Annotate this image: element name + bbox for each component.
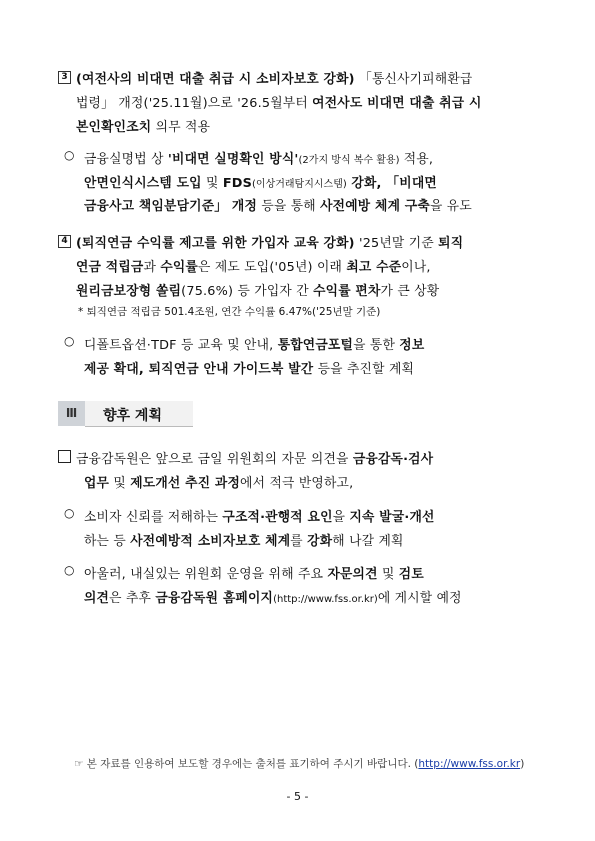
item4-footnote: * 퇴직연금 적립금 501.4조원, 연간 수익률 6.47%('25년말 기준) bbox=[78, 306, 381, 318]
t: 이나, bbox=[401, 260, 431, 275]
plan-sub2-line1 bbox=[84, 563, 424, 582]
t: 디폴트옵션·TDF 등 교육 및 안내, bbox=[84, 338, 278, 353]
t: 금융감독원은 앞으로 금일 위원회의 자문 의견을 bbox=[76, 452, 353, 467]
t: 수익률 편차 bbox=[313, 284, 381, 299]
t: 를 bbox=[290, 534, 308, 549]
t: 및 bbox=[109, 476, 131, 491]
item4-sub-line1 bbox=[84, 334, 424, 353]
t: 과 bbox=[143, 260, 161, 275]
pointing-hand-icon: ☞ bbox=[74, 758, 84, 770]
t: 퇴직 bbox=[438, 236, 464, 251]
t: 사전예방적 소비자보호 체계 bbox=[130, 534, 291, 549]
plan-sub1-line1 bbox=[84, 506, 435, 525]
plan-sub1-line2 bbox=[84, 530, 404, 549]
bullet-icon: ○ bbox=[64, 334, 75, 348]
t: 정보 bbox=[399, 338, 425, 353]
t: FDS bbox=[222, 176, 253, 191]
bullet-icon: ○ bbox=[64, 148, 75, 162]
item3-sub-line2 bbox=[84, 172, 437, 191]
t: '비대면 실명확인 방식' bbox=[167, 152, 299, 167]
url-text: (http://www.fss.or.kr) bbox=[273, 594, 378, 605]
t: 원리금보장형 쏠림 bbox=[76, 284, 182, 299]
item3-line2-bold: 여전사도 비대면 대출 취급 시 bbox=[312, 96, 482, 111]
item4-heading: (퇴직연금 수익률 제고를 위한 가입자 교육 강화) bbox=[76, 236, 355, 251]
bullet-icon: ○ bbox=[64, 563, 75, 577]
section-title: 향후 계획 bbox=[103, 408, 162, 424]
t: 을 bbox=[332, 510, 350, 525]
t: 금융사고 책임분담기준」 개정 bbox=[84, 199, 258, 214]
fss-website-link[interactable]: http://www.fss.or.kr bbox=[418, 758, 521, 770]
t: 강화 bbox=[307, 534, 333, 549]
plan-main-line1 bbox=[76, 448, 433, 467]
item3-heading: (여전사의 비대면 대출 취급 시 소비자보호 강화) bbox=[76, 72, 355, 87]
square-bullet-icon bbox=[58, 450, 71, 463]
t: 제공 확대, 퇴직연금 안내 가이드북 발간 bbox=[84, 362, 314, 377]
t: (2가지 방식 복수 활용) bbox=[298, 155, 400, 166]
t: 자문의견 bbox=[327, 567, 378, 582]
item4-line3 bbox=[76, 280, 439, 299]
t: 에 게시할 예정 bbox=[377, 591, 462, 606]
t: ) bbox=[520, 758, 525, 770]
t: 가 큰 상황 bbox=[380, 284, 440, 299]
t: 사전예방 체계 구축 bbox=[320, 199, 430, 214]
t: 을 통한 bbox=[353, 338, 400, 353]
t: 아울러, 내실있는 위원회 운영을 위해 주요 bbox=[84, 567, 328, 582]
t: 적용, bbox=[399, 152, 434, 167]
item4-line1 bbox=[76, 232, 463, 251]
t: 구조적·관행적 요인 bbox=[222, 510, 333, 525]
t: 소비자 신뢰를 저해하는 bbox=[84, 510, 223, 525]
item4-sub-line2 bbox=[84, 358, 414, 377]
t: 에서 적극 반영하고, bbox=[240, 476, 354, 491]
plan-main-line2 bbox=[84, 472, 353, 491]
item3-line1 bbox=[76, 68, 472, 87]
item3-sub-line3 bbox=[84, 195, 472, 214]
page-number: - 5 - bbox=[286, 790, 309, 803]
section-numeral: Ⅲ bbox=[65, 406, 78, 420]
t: 금융감독·검사 bbox=[352, 452, 434, 467]
item-number-3: 3 bbox=[58, 71, 71, 84]
t: 검토 bbox=[398, 567, 424, 582]
t: 금융감독원 홈페이지 bbox=[155, 591, 274, 606]
t: 업무 bbox=[84, 476, 110, 491]
item3-line3-text: 의무 적용 bbox=[151, 120, 211, 135]
item-number-4: 4 bbox=[58, 235, 71, 248]
t: 등을 추진할 계획 bbox=[313, 362, 415, 377]
t: 최고 수준 bbox=[346, 260, 402, 275]
t: 및 bbox=[377, 567, 399, 582]
item3-line3-bold: 본인확인조치 bbox=[76, 120, 152, 135]
t: 을 유도 bbox=[429, 199, 472, 214]
t: 금융실명법 상 bbox=[84, 152, 168, 167]
t: 통합연금포털 bbox=[277, 338, 354, 353]
item3-line3 bbox=[76, 116, 210, 135]
footer-note bbox=[74, 756, 524, 771]
item3-line2-text: 법령」 개정('25.11월)으로 '26.5월부터 bbox=[76, 96, 313, 111]
item3-line2 bbox=[76, 92, 482, 111]
t: 안면인식시스템 도입 bbox=[84, 176, 202, 191]
t: 하는 등 bbox=[84, 534, 131, 549]
t: 연금 적립금 bbox=[76, 260, 144, 275]
t: (이상거래탐지시스템) bbox=[252, 179, 347, 190]
section-numeral-box bbox=[58, 401, 85, 426]
item4-line2 bbox=[76, 256, 431, 275]
t: 수익률 bbox=[160, 260, 198, 275]
t: 은 추후 bbox=[109, 591, 156, 606]
t: (75.6%) 등 가입자 간 bbox=[181, 284, 314, 299]
t: '25년말 기준 bbox=[354, 236, 439, 251]
item3-line1-rest: 「통신사기피해환급 bbox=[354, 72, 473, 87]
t: 및 bbox=[201, 176, 223, 191]
item3-sub-line1 bbox=[84, 148, 433, 167]
t: 해 나갈 계획 bbox=[332, 534, 404, 549]
bullet-icon: ○ bbox=[64, 506, 75, 520]
plan-sub2-line2 bbox=[84, 587, 462, 606]
t: 제도개선 추진 과정 bbox=[130, 476, 241, 491]
t: 등을 통해 bbox=[257, 199, 321, 214]
t: 은 제도 도입('05년) 이래 bbox=[198, 260, 347, 275]
t: 의견 bbox=[84, 591, 110, 606]
t: 지속 발굴·개선 bbox=[349, 510, 435, 525]
footer-text: 본 자료를 인용하여 보도할 경우에는 출처를 표기하여 주시기 바랍니다. ( bbox=[83, 758, 419, 770]
t: 강화, 「비대면 bbox=[346, 176, 437, 191]
